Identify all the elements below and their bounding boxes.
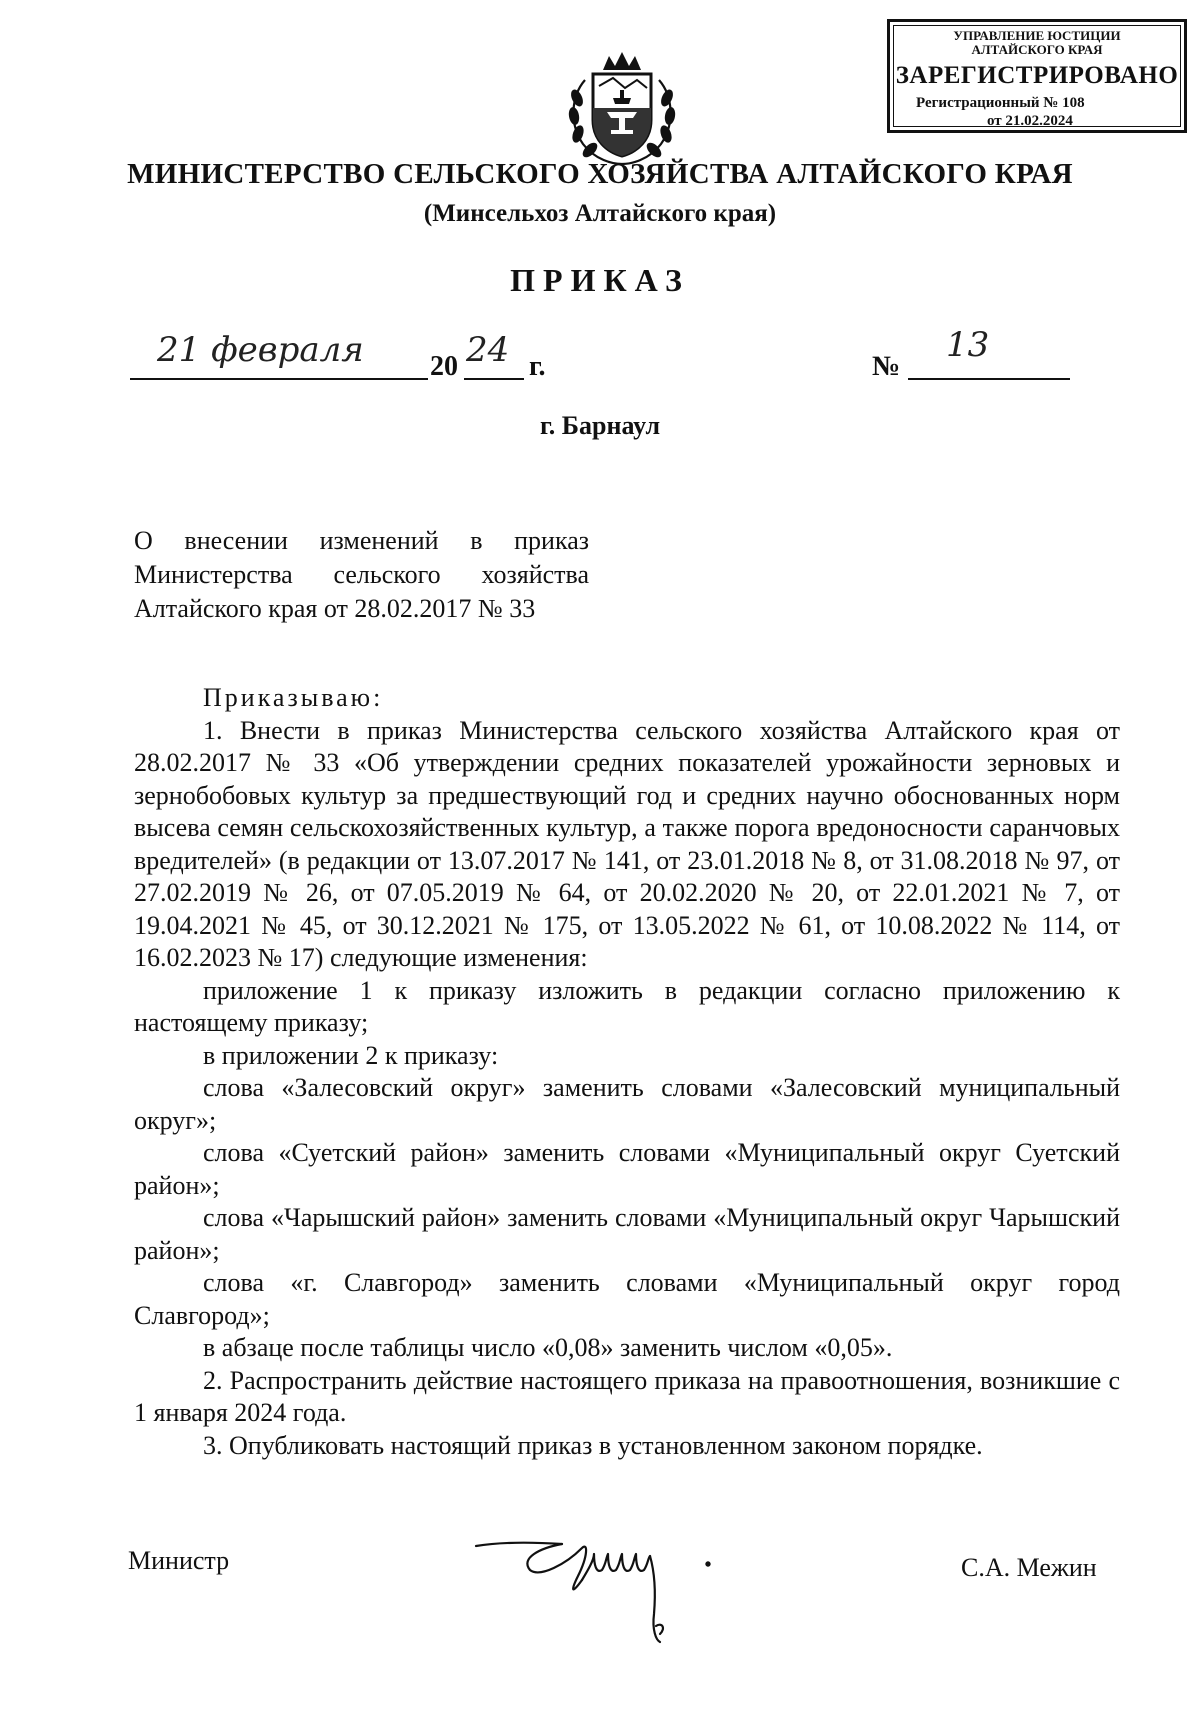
paragraph-appendix-2: в приложении 2 к приказу: bbox=[203, 1040, 499, 1070]
stamp-status: ЗАРЕГИСТРИРОВАНО bbox=[895, 62, 1179, 89]
year-unit: г. bbox=[529, 351, 546, 382]
paragraph-zalesovsky: слова «Залесовский округ» заменить словами «Залесовский муниципальный округ»; bbox=[134, 1073, 1120, 1135]
year-underline bbox=[464, 378, 524, 380]
document-subject: О внесении изменений в приказ Министерства сельского хозяйства Алтайского края от 28.02.2017 № 33 bbox=[134, 526, 589, 623]
signer-name: С.А. Межин bbox=[961, 1553, 1097, 1582]
ministry-name: МИНИСТЕРСТВО СЕЛЬСКОГО ХОЗЯЙСТВА АЛТАЙСКОГО КРАЯ bbox=[127, 158, 1073, 190]
handwritten-signature bbox=[470, 1530, 730, 1660]
year-prefix: 20 bbox=[430, 351, 458, 382]
paragraph-appendix-1: приложение 1 к приказу изложить в редакции согласно приложению к настоящему приказу; bbox=[134, 975, 1120, 1037]
paragraph-charyshsky: слова «Чарышский район» заменить словами «Муниципальный округ Чарышский район»; bbox=[134, 1203, 1120, 1265]
stamp-reg-date: от 21.02.2024 bbox=[987, 113, 1073, 129]
stamp-authority: УПРАВЛЕНИЕ ЮСТИЦИИ АЛТАЙСКОГО КРАЯ bbox=[953, 28, 1121, 57]
date-underline bbox=[130, 378, 428, 380]
handwritten-date: 21 февраля bbox=[157, 330, 364, 370]
signer-role: Министр bbox=[128, 1546, 230, 1575]
paragraph-2: 2. Распространить действие настоящего приказа на правоотношения, возникшие с 1 января 2024 года. bbox=[134, 1365, 1120, 1427]
number-label: № bbox=[872, 351, 901, 382]
document-type-title: ПРИКАЗ bbox=[510, 262, 690, 298]
ministry-short-name: (Минсельхоз Алтайского края) bbox=[423, 200, 777, 227]
paragraph-suetsky: слова «Суетский район» заменить словами «Муниципальный округ Суетский район»; bbox=[134, 1138, 1120, 1200]
number-underline bbox=[908, 378, 1070, 380]
paragraph-table-number: в абзаце после таблицы число «0,08» заменить числом «0,05». bbox=[203, 1333, 893, 1362]
handwritten-order-number: 13 bbox=[946, 325, 990, 365]
order-word: Приказываю: bbox=[203, 683, 384, 712]
stamp-reg-number: Регистрационный № 108 bbox=[916, 95, 1085, 111]
document-body bbox=[134, 682, 1120, 1462]
handwritten-year: 24 bbox=[466, 330, 510, 370]
paragraph-slavgorod: слова «г. Славгород» заменить словами «Муниципальный округ город Славгород»; bbox=[134, 1268, 1120, 1330]
city-name: г. Барнаул bbox=[539, 411, 661, 440]
paragraph-1: 1. Внести в приказ Министерства сельского хозяйства Алтайского края от 28.02.2017 № 33 «Об утверждении средних показателей урожайности зерновых и зернобобовых культур за предшествующий год и средних научно обоснованных норм высева семян сельскохозяйственных культур, а также порога вредоносности саранчовых вредителей» (в редакции от 13.07.2017 № 141, от 23.01.2018 № 8, от 31.08.2018 № 97, от 27.02.2019 № 26, от 07.05.2019 № 64, от 20.02.2020 № 20, от 22.01.2021 № 7, от 19.04.2021 № 45, от 30.12.2021 № 175, от 13.05.2022 № 61, от 10.08.2022 № 114, от 16.02.2023 № 17) следующие изменения: bbox=[134, 715, 1120, 972]
coat-of-arms-emblem bbox=[563, 46, 681, 168]
registration-stamp bbox=[887, 19, 1187, 133]
paragraph-3: 3. Опубликовать настоящий приказ в установленном законом порядке. bbox=[203, 1430, 983, 1460]
